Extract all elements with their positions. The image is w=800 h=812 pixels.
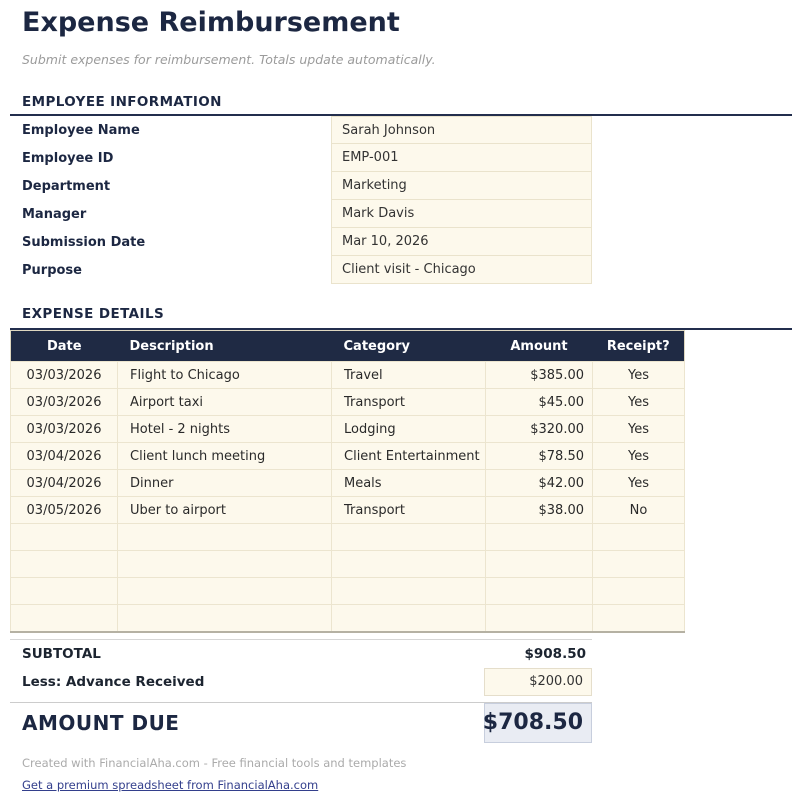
table-cell[interactable]: No [593, 497, 685, 524]
info-field-label: Manager [22, 206, 87, 222]
table-cell[interactable]: Yes [593, 389, 685, 416]
table-row [11, 362, 685, 389]
info-row [10, 228, 592, 256]
empty-table-cell[interactable] [332, 551, 486, 578]
table-row [11, 443, 685, 470]
amount-due-row [10, 702, 592, 743]
advance-label: Less: Advance Received [22, 673, 205, 690]
table-cell[interactable]: $42.00 [486, 470, 593, 497]
premium-spreadsheet-link[interactable]: Get a premium spreadsheet from FinancialAha.com [22, 777, 319, 792]
table-cell[interactable]: Uber to airport [118, 497, 332, 524]
table-cell[interactable]: Client lunch meeting [118, 443, 332, 470]
info-field-value[interactable]: EMP-001 [331, 144, 592, 172]
table-cell[interactable]: Airport taxi [118, 389, 332, 416]
empty-table-cell[interactable] [593, 578, 685, 605]
footer-credit: Created with FinancialAha.com - Free financial tools and templates [22, 755, 407, 770]
empty-table-row [11, 524, 685, 551]
page-title: Expense Reimbursement [22, 7, 400, 38]
info-field-value[interactable]: Sarah Johnson [331, 116, 592, 144]
amount-due-value: $708.50 [484, 703, 592, 743]
table-cell[interactable]: Flight to Chicago [118, 362, 332, 389]
empty-table-cell[interactable] [486, 551, 593, 578]
table-row [11, 470, 685, 497]
table-cell[interactable]: Lodging [332, 416, 486, 443]
empty-table-row [11, 605, 685, 632]
column-header: Category [332, 331, 486, 362]
empty-table-row [11, 551, 685, 578]
table-cell[interactable]: Meals [332, 470, 486, 497]
table-cell[interactable]: $320.00 [486, 416, 593, 443]
column-header: Amount [486, 331, 593, 362]
table-cell[interactable]: $45.00 [486, 389, 593, 416]
empty-table-cell[interactable] [118, 524, 332, 551]
subtotal-value: $908.50 [524, 645, 586, 662]
info-row [10, 200, 592, 228]
empty-table-cell[interactable] [11, 524, 118, 551]
info-field-value[interactable]: Mark Davis [331, 200, 592, 228]
info-field-value[interactable]: Mar 10, 2026 [331, 228, 592, 256]
empty-table-cell[interactable] [486, 524, 593, 551]
empty-table-row [11, 578, 685, 605]
amount-due-label: AMOUNT DUE [22, 710, 180, 735]
empty-table-cell[interactable] [332, 605, 486, 632]
empty-table-cell[interactable] [332, 578, 486, 605]
table-row [11, 389, 685, 416]
page-subtitle: Submit expenses for reimbursement. Totals update automatically. [22, 52, 436, 67]
expense-details-heading: EXPENSE DETAILS [22, 306, 165, 322]
employee-info-heading: EMPLOYEE INFORMATION [22, 94, 222, 110]
table-row [11, 416, 685, 443]
empty-table-cell[interactable] [11, 578, 118, 605]
empty-table-cell[interactable] [11, 551, 118, 578]
table-cell[interactable]: $38.00 [486, 497, 593, 524]
column-header: Receipt? [593, 331, 685, 362]
info-row [10, 116, 592, 144]
table-cell[interactable]: $78.50 [486, 443, 593, 470]
table-cell[interactable]: Client Entertainment [332, 443, 486, 470]
advance-received-field[interactable]: $200.00 [484, 668, 592, 696]
table-cell[interactable]: 03/03/2026 [11, 416, 118, 443]
table-row [11, 497, 685, 524]
expense-table [10, 330, 685, 633]
totals-section [10, 639, 592, 743]
column-header: Description [118, 331, 332, 362]
table-cell[interactable]: Yes [593, 362, 685, 389]
empty-table-cell[interactable] [118, 551, 332, 578]
subtotal-row [10, 640, 592, 668]
info-row [10, 144, 592, 172]
table-cell[interactable]: Transport [332, 497, 486, 524]
info-field-label: Department [22, 178, 111, 194]
info-row [10, 172, 592, 200]
advance-row [10, 668, 592, 696]
table-cell[interactable]: Transport [332, 389, 486, 416]
expense-table-body [11, 362, 685, 632]
table-cell[interactable]: 03/03/2026 [11, 362, 118, 389]
info-field-label: Employee ID [22, 150, 114, 166]
empty-table-cell[interactable] [118, 578, 332, 605]
table-cell[interactable]: 03/04/2026 [11, 470, 118, 497]
empty-table-cell[interactable] [332, 524, 486, 551]
empty-table-cell[interactable] [486, 578, 593, 605]
table-cell[interactable]: 03/04/2026 [11, 443, 118, 470]
employee-info-grid [10, 116, 592, 284]
empty-table-cell[interactable] [11, 605, 118, 632]
empty-table-cell[interactable] [593, 524, 685, 551]
empty-table-cell[interactable] [593, 551, 685, 578]
info-field-label: Submission Date [22, 234, 146, 250]
table-cell[interactable]: Dinner [118, 470, 332, 497]
table-cell[interactable]: Yes [593, 416, 685, 443]
table-cell[interactable]: $385.00 [486, 362, 593, 389]
table-cell[interactable]: Hotel - 2 nights [118, 416, 332, 443]
info-field-label: Purpose [22, 262, 82, 278]
empty-table-cell[interactable] [486, 605, 593, 632]
table-cell[interactable]: Travel [332, 362, 486, 389]
info-field-value[interactable]: Marketing [331, 172, 592, 200]
expense-table-header-row [11, 331, 685, 362]
info-row [10, 256, 592, 284]
subtotal-label: SUBTOTAL [22, 645, 101, 662]
table-cell[interactable]: 03/05/2026 [11, 497, 118, 524]
info-field-label: Employee Name [22, 122, 140, 138]
empty-table-cell[interactable] [593, 605, 685, 632]
info-field-value[interactable]: Client visit - Chicago [331, 256, 592, 284]
table-cell[interactable]: Yes [593, 470, 685, 497]
table-cell[interactable]: 03/03/2026 [11, 389, 118, 416]
empty-table-cell[interactable] [118, 605, 332, 632]
column-header: Date [11, 331, 118, 362]
table-cell[interactable]: Yes [593, 443, 685, 470]
